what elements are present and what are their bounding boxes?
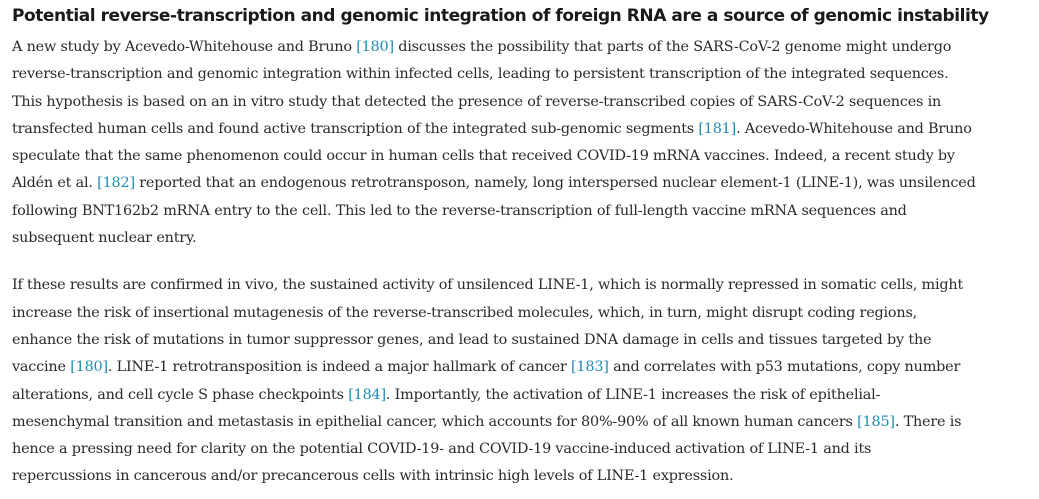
text-segment: discusses the possibility that parts of the SARS-CoV-2 genome might undergo: [393, 39, 952, 55]
text-segment: This hypothesis is based on an in vitro study that detected the presence of reverse-transcribed copies of SARS-CoV-2 sequences in: [12, 93, 942, 110]
text-segment: vaccine: [12, 359, 71, 376]
text-segment: and correlates with p53 mutations, copy number: [608, 359, 961, 376]
text-segment: following BNT162b2 mRNA entry to the cell. This led to the reverse-transcription of full-length vaccine mRNA sequences and: [12, 202, 907, 219]
article-section: [12, 0, 1032, 491]
text-segment: . Acevedo-Whitehouse and Bruno: [736, 120, 972, 137]
citation-link-181[interactable]: [181]: [698, 120, 737, 137]
text-segment: A new study by Acevedo-Whitehouse and Bruno: [12, 39, 357, 55]
text-segment: If these results are confirmed in vivo, the sustained activity of unsilenced LINE-1, which is normally repressed in somatic cells, might: [12, 277, 964, 294]
text-segment: Aldén et al.: [12, 175, 98, 192]
text-segment: . LINE-1 retrotransposition is indeed a major hallmark of cancer: [107, 359, 571, 376]
citation-link-184[interactable]: [184]: [348, 386, 386, 403]
text-segment: reverse-transcription and genomic integration within infected cells, leading to persistent transcription of the integrated sequences.: [12, 66, 949, 83]
text-segment: . Importantly, the activation of LINE-1 increases the risk of epithelial-: [385, 386, 881, 403]
text-segment: repercussions in cancerous and/or precancerous cells with intrinsic high levels of LINE-1 expression.: [12, 468, 734, 485]
text-segment: increase the risk of insertional mutagenesis of the reverse-transcribed molecules, which, in turn, might disrupt coding regions,: [12, 304, 918, 321]
paragraph-2: [12, 272, 1032, 490]
text-segment: . There is: [894, 413, 962, 430]
text-segment: hence a pressing need for clarity on the potential COVID-19- and COVID-19 vaccine-induced activation of LINE-1 and its: [12, 441, 872, 458]
paragraph-1: [12, 34, 1032, 252]
text-segment: enhance the risk of mutations in tumor suppressor genes, and lead to sustained DNA damage in cells and tissues targeted by the: [12, 331, 932, 348]
text-segment: mesenchymal transition and metastasis in epithelial cancer, which accounts for 80%-90% of all known human cancers: [12, 413, 858, 430]
citation-link-180[interactable]: [180]: [356, 39, 394, 55]
text-segment: transfected human cells and found active transcription of the integrated sub-genomic segments: [12, 120, 699, 137]
section-heading: Potential reverse-transcription and genomic integration of foreign RNA are a source of genomic instability: [12, 6, 989, 26]
citation-link-185[interactable]: [185]: [857, 413, 895, 430]
text-segment: subsequent nuclear entry.: [12, 230, 197, 247]
citation-link-182[interactable]: [182]: [97, 175, 135, 192]
citation-link-183[interactable]: [183]: [571, 359, 609, 376]
text-segment: speculate that the same phenomenon could occur in human cells that received COVID-19 mRNA vaccines. Indeed, a recent study by: [12, 148, 955, 165]
text-segment: alterations, and cell cycle S phase checkpoints: [12, 386, 349, 403]
text-segment: reported that an endogenous retrotransposon, namely, long interspersed nuclear element-1 (LINE-1), was unsilenced: [134, 175, 976, 192]
citation-link-180[interactable]: [180]: [70, 359, 108, 376]
